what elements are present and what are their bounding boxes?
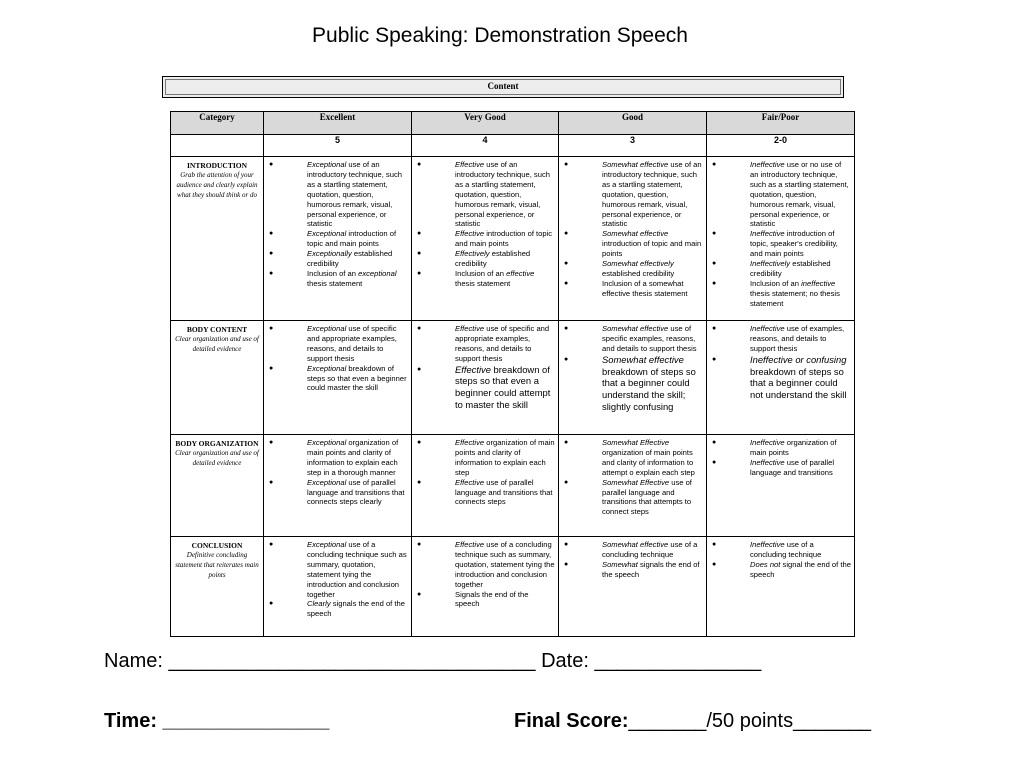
criteria-text: Effectively <box>455 249 490 259</box>
category-description: Clear organization and use of detailed evidence <box>175 449 259 467</box>
criteria-bullet <box>417 160 555 229</box>
category-cell <box>171 321 264 435</box>
criteria-cell <box>264 321 412 435</box>
name-date-line: Name: _________________________________ Date: _______________ <box>104 650 762 672</box>
criteria-text: thesis statement <box>455 278 511 288</box>
criteria-text: Somewhat effective <box>602 324 669 333</box>
criteria-text: signal the end of the speech <box>750 559 851 579</box>
criteria-bullet <box>269 249 408 269</box>
criteria-bullet <box>564 560 703 580</box>
criteria-text: breakdown of steps so that a beginner could understand the skill; slightly confusing <box>602 365 696 412</box>
final-score-line <box>514 710 871 733</box>
category-cell <box>171 435 264 537</box>
header-excellent: Excellent <box>264 112 412 135</box>
rubric-table <box>170 111 855 637</box>
criteria-bullet <box>417 324 555 364</box>
criteria-cell <box>412 435 559 537</box>
criteria-list <box>707 435 854 478</box>
criteria-cell <box>264 435 412 537</box>
criteria-text: Exceptional <box>307 438 347 447</box>
criteria-text: effective <box>506 268 535 278</box>
criteria-bullet <box>712 259 851 279</box>
criteria-bullet <box>564 160 703 229</box>
criteria-text: Inclusion of an <box>455 268 507 278</box>
criteria-bullet <box>417 478 555 508</box>
category-name: BODY ORGANIZATION <box>175 439 259 448</box>
criteria-list <box>412 435 558 507</box>
criteria-list <box>412 157 558 289</box>
points-very-good: 4 <box>412 135 559 157</box>
criteria-bullet <box>712 458 851 478</box>
criteria-list <box>412 537 558 609</box>
criteria-text: Ineffective <box>750 160 785 169</box>
criteria-bullet <box>417 249 555 269</box>
criteria-bullet <box>269 160 408 229</box>
criteria-text: Clearly <box>307 599 331 609</box>
row-body-organization <box>171 435 855 537</box>
criteria-bullet <box>712 438 851 458</box>
criteria-cell <box>707 157 855 321</box>
criteria-text: established credibility <box>602 268 675 278</box>
criteria-text: Exceptional <box>307 229 347 239</box>
criteria-bullet <box>712 354 851 401</box>
criteria-bullet <box>564 438 703 478</box>
header-fair-poor: Fair/Poor <box>707 112 855 135</box>
criteria-bullet <box>269 478 408 508</box>
header-category: Category <box>171 112 264 135</box>
criteria-text: use of examples, reasons, and details to support thesis <box>750 324 845 353</box>
criteria-bullet <box>712 279 851 309</box>
criteria-text: Inclusion of an <box>750 278 802 288</box>
header-very-good: Very Good <box>412 112 559 135</box>
criteria-list <box>559 321 706 413</box>
criteria-text: organization of main points and clarity of information to explain each step <box>455 438 555 477</box>
criteria-text: use of specific examples, reasons, and details to support thesis <box>602 324 697 353</box>
criteria-text: established credibility <box>307 249 393 269</box>
criteria-cell <box>412 157 559 321</box>
criteria-text: Ineffectively <box>750 259 791 269</box>
criteria-text: Exceptional <box>307 540 347 549</box>
points-fair-poor: 2-0 <box>707 135 855 157</box>
points-good: 3 <box>559 135 707 157</box>
criteria-list <box>707 321 854 401</box>
criteria-text: introduction of topic and main points <box>455 229 553 249</box>
criteria-bullet <box>417 540 555 590</box>
criteria-bullet <box>564 478 703 518</box>
criteria-text: Effective <box>455 363 491 375</box>
criteria-text: Somewhat Effective <box>602 477 670 487</box>
criteria-text: signals the end of the speech <box>602 559 700 579</box>
criteria-text: introduction of topic and main points <box>307 229 397 249</box>
criteria-bullet <box>417 269 555 289</box>
criteria-text: Effective <box>455 229 485 239</box>
criteria-text: Ineffective <box>750 540 785 549</box>
criteria-text: Ineffective <box>750 438 785 447</box>
criteria-text: breakdown of steps so that even a beginner could attempt to master the skill <box>455 363 551 411</box>
criteria-text: exceptional <box>358 268 397 278</box>
criteria-text: Effective <box>455 540 485 549</box>
criteria-text: established credibility <box>750 259 831 278</box>
criteria-bullet <box>417 590 555 610</box>
criteria-text: Somewhat effective <box>602 353 684 365</box>
criteria-text: Exceptionally <box>307 249 352 259</box>
criteria-bullet <box>564 229 703 259</box>
criteria-text: Exceptional <box>307 324 347 333</box>
criteria-cell <box>559 537 707 637</box>
final-score-blank: _______/50 points_______ <box>628 710 871 732</box>
category-cell <box>171 157 264 321</box>
criteria-text: Exceptional <box>307 160 347 169</box>
criteria-text: Does not <box>750 559 781 569</box>
criteria-text: use of specific and appropriate examples, reasons, and details to support thesis <box>455 324 550 363</box>
header-row <box>171 112 855 135</box>
criteria-text: Ineffective <box>750 324 785 333</box>
criteria-text: introduction of topic and main points <box>602 239 702 259</box>
criteria-list <box>707 157 854 309</box>
criteria-text: Exceptional <box>307 477 347 487</box>
criteria-text: organization of main points <box>750 438 837 457</box>
criteria-bullet <box>417 438 555 478</box>
criteria-bullet <box>564 324 703 354</box>
criteria-bullet <box>564 279 703 299</box>
points-blank <box>171 135 264 157</box>
criteria-bullet <box>269 229 408 249</box>
criteria-text: use of an introductory technique, such as a startling statement, quotation, question, humorous remark, visual, personal experience, or statistic <box>307 160 402 229</box>
criteria-text: use of parallel language and transitions <box>750 457 835 477</box>
criteria-text: ineffective <box>801 278 836 288</box>
criteria-bullet <box>564 540 703 560</box>
criteria-text: use of parallel language and transitions that attempts to connect steps <box>602 477 692 517</box>
criteria-text: use of a concluding technique such as summary, quotation, statement tying the introduction and conclusion together <box>455 540 555 589</box>
criteria-bullet <box>269 269 408 289</box>
criteria-text: Ineffective <box>750 457 785 467</box>
criteria-text: Ineffective or confusing <box>750 353 847 365</box>
criteria-text: Somewhat <box>602 559 638 569</box>
criteria-text: use or no use of an introductory technique, such as a startling statement, quotation, question, humorous remark, visual, personal experience, or statistic <box>750 160 849 229</box>
page-title: Public Speaking: Demonstration Speech <box>312 24 688 47</box>
criteria-bullet <box>712 324 851 354</box>
criteria-bullet <box>712 160 851 229</box>
criteria-text: Ineffective <box>750 229 785 239</box>
criteria-text: signals the end of the speech <box>307 599 405 619</box>
criteria-text: use of specific and appropriate examples, reasons, and details to support thesis <box>307 324 397 363</box>
criteria-text: Somewhat effective <box>602 229 669 239</box>
criteria-text: use of an introductory technique, such as a startling statement, quotation, question, humorous remark, visual, personal experience, or statistic <box>602 160 702 229</box>
category-description: Grab the attention of your audience and clearly explain what they should think or do <box>176 171 258 199</box>
criteria-text: Effective <box>455 160 485 169</box>
criteria-bullet <box>269 540 408 599</box>
criteria-text: Somewhat effective <box>602 540 669 549</box>
criteria-list <box>264 321 411 393</box>
criteria-text: Inclusion of a somewhat effective thesis statement <box>602 278 688 298</box>
criteria-bullet <box>712 540 851 560</box>
criteria-bullet <box>269 364 408 394</box>
category-description: Clear organization and use of detailed evidence <box>175 335 259 353</box>
criteria-text: thesis statement <box>307 278 363 288</box>
points-excellent: 5 <box>264 135 412 157</box>
criteria-text: organization of main points and clarity of information to attempt o explain each step <box>602 447 695 477</box>
criteria-text: Signals the end of the speech <box>455 589 529 609</box>
criteria-list <box>264 157 411 289</box>
criteria-list <box>412 321 558 411</box>
row-conclusion <box>171 537 855 637</box>
criteria-list <box>559 157 706 299</box>
criteria-bullet <box>417 364 555 411</box>
criteria-text: Somewhat effective <box>602 160 669 169</box>
row-body-content <box>171 321 855 435</box>
criteria-list <box>707 537 854 580</box>
time-line: Time: _______________ <box>104 710 330 732</box>
criteria-text: Exceptional <box>307 363 347 373</box>
criteria-cell <box>707 435 855 537</box>
criteria-bullet <box>712 229 851 259</box>
criteria-text: use of a concluding technique <box>602 540 698 559</box>
criteria-cell <box>412 537 559 637</box>
criteria-text: introduction of topic, speaker's credibility, and main points <box>750 229 838 259</box>
criteria-bullet <box>269 324 408 364</box>
criteria-bullet <box>564 354 703 413</box>
criteria-text: use of parallel language and transitions that connects steps clearly <box>307 477 405 507</box>
criteria-bullet <box>269 438 408 478</box>
category-cell <box>171 537 264 637</box>
criteria-cell <box>264 157 412 321</box>
criteria-bullet <box>269 599 408 619</box>
criteria-cell <box>412 321 559 435</box>
content-section-bar: Content <box>162 76 844 98</box>
criteria-cell <box>707 537 855 637</box>
criteria-text: Somewhat Effective <box>602 438 670 447</box>
category-description: Definitive concluding statement that reiterates main points <box>175 551 259 579</box>
criteria-cell <box>707 321 855 435</box>
criteria-cell <box>559 321 707 435</box>
category-name: INTRODUCTION <box>186 161 247 170</box>
criteria-cell <box>559 157 707 321</box>
criteria-text: breakdown of steps so that a beginner could not understand the skill <box>750 365 847 401</box>
criteria-text: Effective <box>455 477 485 487</box>
criteria-list <box>264 537 411 619</box>
criteria-list <box>559 435 706 517</box>
criteria-text: Effective <box>455 438 485 447</box>
criteria-text: Effective <box>455 324 485 333</box>
criteria-text: use of a concluding technique <box>750 540 822 559</box>
category-name: BODY CONTENT <box>186 325 248 334</box>
criteria-text: Inclusion of an <box>307 268 359 278</box>
final-score-label: Final Score: <box>514 710 629 732</box>
criteria-text: thesis statement; no thesis statement <box>750 288 840 308</box>
criteria-text: use of an introductory technique, such as a startling statement, quotation, question, humorous remark, visual, personal experience, or statistic <box>455 160 550 229</box>
criteria-bullet <box>712 560 851 580</box>
criteria-text: organization of main points and clarity of information to explain each step in a thorough manner <box>307 438 399 477</box>
criteria-text: use of a concluding technique such as summary, quotation, statement tying the introduction and conclusion together <box>307 540 407 599</box>
criteria-text: breakdown of steps so that even a beginner could master the skill <box>307 363 407 393</box>
criteria-bullet <box>417 229 555 249</box>
criteria-bullet <box>564 259 703 279</box>
category-name: CONCLUSION <box>191 541 243 550</box>
criteria-text: Somewhat effectively <box>602 259 674 269</box>
header-good: Good <box>559 112 707 135</box>
criteria-cell <box>264 537 412 637</box>
points-row <box>171 135 855 157</box>
criteria-text: established credibility <box>455 249 531 269</box>
criteria-list <box>559 537 706 580</box>
criteria-cell <box>559 435 707 537</box>
criteria-list <box>264 435 411 507</box>
criteria-text: use of parallel language and transitions that connects steps <box>455 477 553 507</box>
row-introduction <box>171 157 855 321</box>
